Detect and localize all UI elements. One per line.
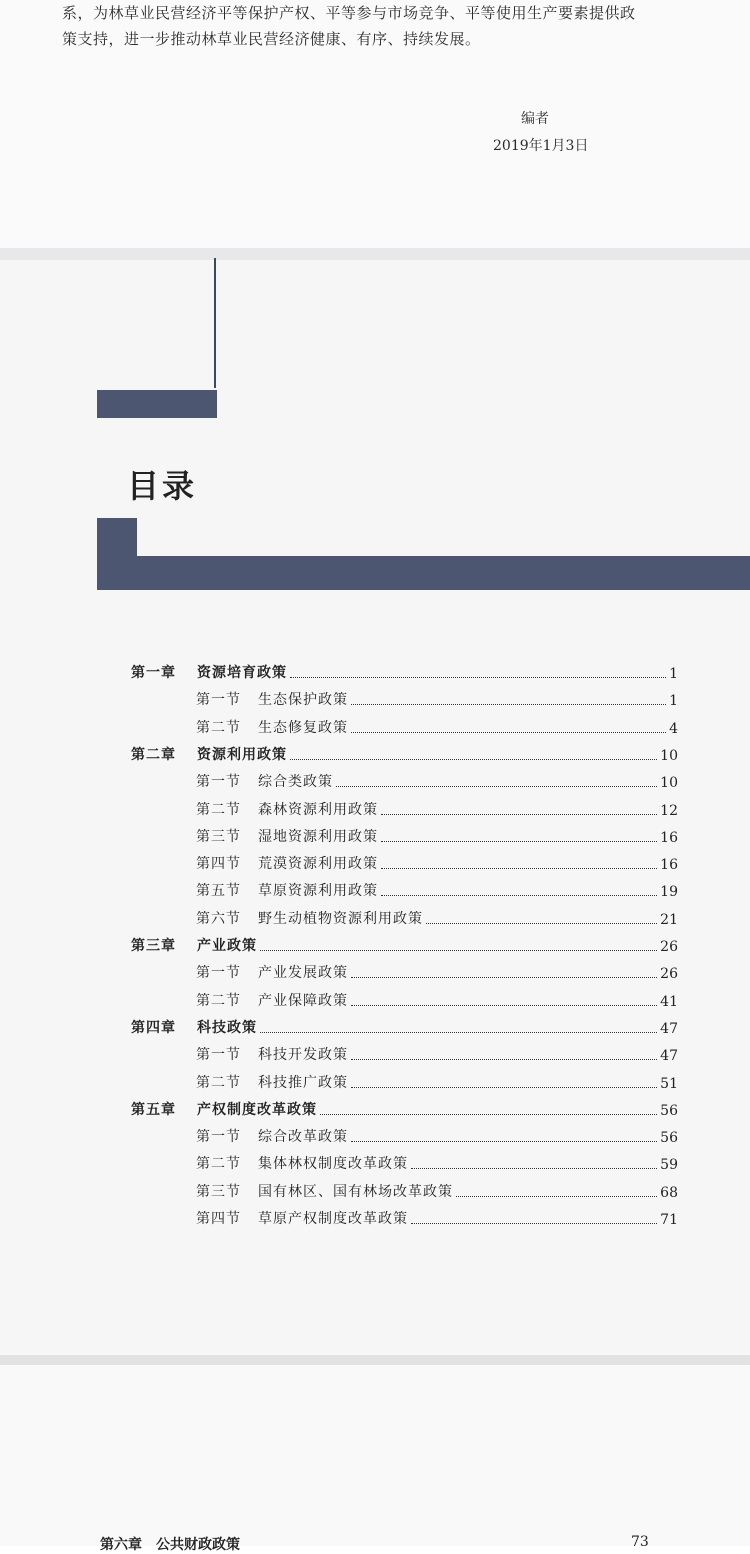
toc-section-entry	[196, 851, 678, 873]
toc-chapter-entry	[131, 660, 678, 682]
toc-entry-title: 草原产权制度改革政策	[258, 1211, 408, 1227]
toc-leader-dots	[351, 704, 666, 705]
preface-text-line: 系，为林草业民营经济平等保护产权、平等参与市场竞争、平等使用生产要素提供政	[62, 4, 636, 22]
preface-date: 2019年1月3日	[493, 138, 589, 154]
toc-section-entry	[196, 797, 678, 819]
next-page-area	[0, 1365, 750, 1546]
toc-entry-number: 第四章	[131, 1020, 176, 1036]
toc-chapter-entry	[131, 1015, 678, 1037]
toc-entry-title: 湿地资源利用政策	[258, 829, 378, 845]
toc-entry-title: 野生动植物资源利用政策	[258, 911, 423, 927]
toc-section-entry	[196, 878, 678, 900]
toc-entry-title: 科技政策	[197, 1020, 257, 1036]
toc-entry-title: 集体林权制度改革政策	[258, 1156, 408, 1172]
toc-leader-dots	[260, 950, 657, 951]
toc-entry-page: 16	[660, 857, 678, 873]
toc-leader-dots	[351, 1087, 657, 1088]
toc-entry-title: 国有林区、国有林场改革政策	[258, 1184, 453, 1200]
toc-section-entry	[196, 960, 678, 982]
toc-entry-title: 产业发展政策	[258, 965, 348, 981]
toc-entry-number: 第三章	[131, 938, 176, 954]
toc-leader-dots	[290, 677, 666, 678]
toc-section-entry	[196, 1124, 678, 1146]
toc-entry-title: 产业保障政策	[258, 993, 348, 1009]
preface-text-line: 策支持，进一步推动林草业民营经济健康、有序、持续发展。	[62, 30, 481, 48]
preface-signature: 编者	[521, 111, 549, 127]
toc-entry-number: 第二章	[131, 747, 176, 763]
page-gap	[0, 1355, 750, 1365]
toc-entry-number: 第五节	[196, 883, 241, 899]
toc-entry-page: 56	[660, 1130, 678, 1146]
toc-leader-dots	[411, 1223, 657, 1224]
toc-leader-dots	[351, 977, 657, 978]
toc-entry-page: 10	[660, 775, 678, 791]
toc-entry-number: 第三节	[196, 829, 241, 845]
toc-entry-number: 第一节	[196, 774, 241, 790]
toc-entry-number: 第五章	[131, 1102, 176, 1118]
toc-leader-dots	[260, 1032, 657, 1033]
toc-section-entry	[196, 906, 678, 928]
toc-leader-dots	[290, 759, 657, 760]
decorative-block	[97, 390, 217, 418]
toc-entry-title: 科技开发政策	[258, 1047, 348, 1063]
toc-entry-page: 71	[660, 1212, 678, 1228]
toc-leader-dots	[351, 732, 666, 733]
toc-entry-page: 1	[669, 666, 678, 682]
toc-entry-number: 第二节	[196, 1156, 241, 1172]
toc-entry-number: 第一节	[196, 692, 241, 708]
toc-entry-page: 56	[660, 1103, 678, 1119]
toc-entry-page: 51	[660, 1076, 678, 1092]
toc-leader-dots	[381, 841, 657, 842]
toc-entry-page: 12	[660, 803, 678, 819]
toc-entry-title: 荒漠资源利用政策	[258, 856, 378, 872]
toc-entry-page: 26	[660, 939, 678, 955]
toc-entry-page: 4	[669, 721, 678, 737]
toc-section-entry	[196, 1070, 678, 1092]
toc-section-entry	[196, 715, 678, 737]
toc-entry-page: 47	[660, 1021, 678, 1037]
toc-leader-dots	[351, 1005, 657, 1006]
toc-section-entry	[196, 1206, 678, 1228]
page-gap	[0, 248, 750, 260]
toc-entry-number: 第一节	[196, 1047, 241, 1063]
toc-entry-title: 草原资源利用政策	[258, 883, 378, 899]
toc-leader-dots	[351, 1141, 657, 1142]
toc-entry-number: 第二节	[196, 1075, 241, 1091]
toc-section-entry	[196, 687, 678, 709]
toc-title: 目录	[127, 467, 198, 505]
toc-leader-dots	[381, 895, 657, 896]
toc-entry-title: 综合改革政策	[258, 1129, 348, 1145]
toc-entry-number: 第一节	[196, 965, 241, 981]
toc-entry-page: 41	[660, 994, 678, 1010]
toc-entry-number: 第六节	[196, 911, 241, 927]
toc-entry-number: 第二节	[196, 720, 241, 736]
toc-leader-dots	[351, 1059, 657, 1060]
decorative-line	[214, 258, 216, 388]
toc-entry-title: 综合类政策	[258, 774, 333, 790]
toc-entry-number: 第一节	[196, 1129, 241, 1145]
toc-entry-title: 资源利用政策	[197, 747, 287, 763]
toc-entry-number: 第二节	[196, 802, 241, 818]
page-number: 73	[631, 1534, 649, 1550]
toc-chapter-entry	[131, 1097, 678, 1119]
toc-entry-title: 科技推广政策	[258, 1075, 348, 1091]
toc-entry-title: 生态修复政策	[258, 720, 348, 736]
toc-entry-number: 第四节	[196, 856, 241, 872]
toc-section-entry	[196, 769, 678, 791]
toc-section-entry	[196, 988, 678, 1010]
decorative-bar	[120, 556, 750, 590]
toc-section-entry	[196, 1151, 678, 1173]
toc-entry-page: 10	[660, 748, 678, 764]
toc-leader-dots	[411, 1168, 657, 1169]
toc-entry-title: 资源培育政策	[197, 665, 287, 681]
toc-leader-dots	[426, 923, 657, 924]
toc-entry-number: 第一章	[131, 665, 176, 681]
toc-chapter-entry	[131, 933, 678, 955]
toc-entry-page: 59	[660, 1157, 678, 1173]
toc-entry-number: 第三节	[196, 1184, 241, 1200]
toc-entry-title: 生态保护政策	[258, 692, 348, 708]
toc-entry-title: 产权制度改革政策	[197, 1102, 317, 1118]
toc-entry-page: 1	[669, 693, 678, 709]
toc-entry-title: 森林资源利用政策	[258, 802, 378, 818]
next-chapter-heading: 第六章 公共财政政策	[100, 1537, 240, 1553]
toc-entry-page: 68	[660, 1185, 678, 1201]
toc-leader-dots	[336, 786, 657, 787]
toc-leader-dots	[456, 1196, 657, 1197]
toc-leader-dots	[381, 814, 657, 815]
toc-leader-dots	[381, 868, 657, 869]
toc-leader-dots	[320, 1114, 657, 1115]
toc-entry-title: 产业政策	[197, 938, 257, 954]
toc-entry-page: 26	[660, 966, 678, 982]
toc-entry-page: 19	[660, 884, 678, 900]
toc-entry-page: 47	[660, 1048, 678, 1064]
toc-entry-number: 第二节	[196, 993, 241, 1009]
toc-entry-number: 第四节	[196, 1211, 241, 1227]
toc-entry-page: 16	[660, 830, 678, 846]
toc-section-entry	[196, 1042, 678, 1064]
toc-section-entry	[196, 1179, 678, 1201]
toc-chapter-entry	[131, 742, 678, 764]
toc-section-entry	[196, 824, 678, 846]
toc-entry-page: 21	[660, 912, 678, 928]
